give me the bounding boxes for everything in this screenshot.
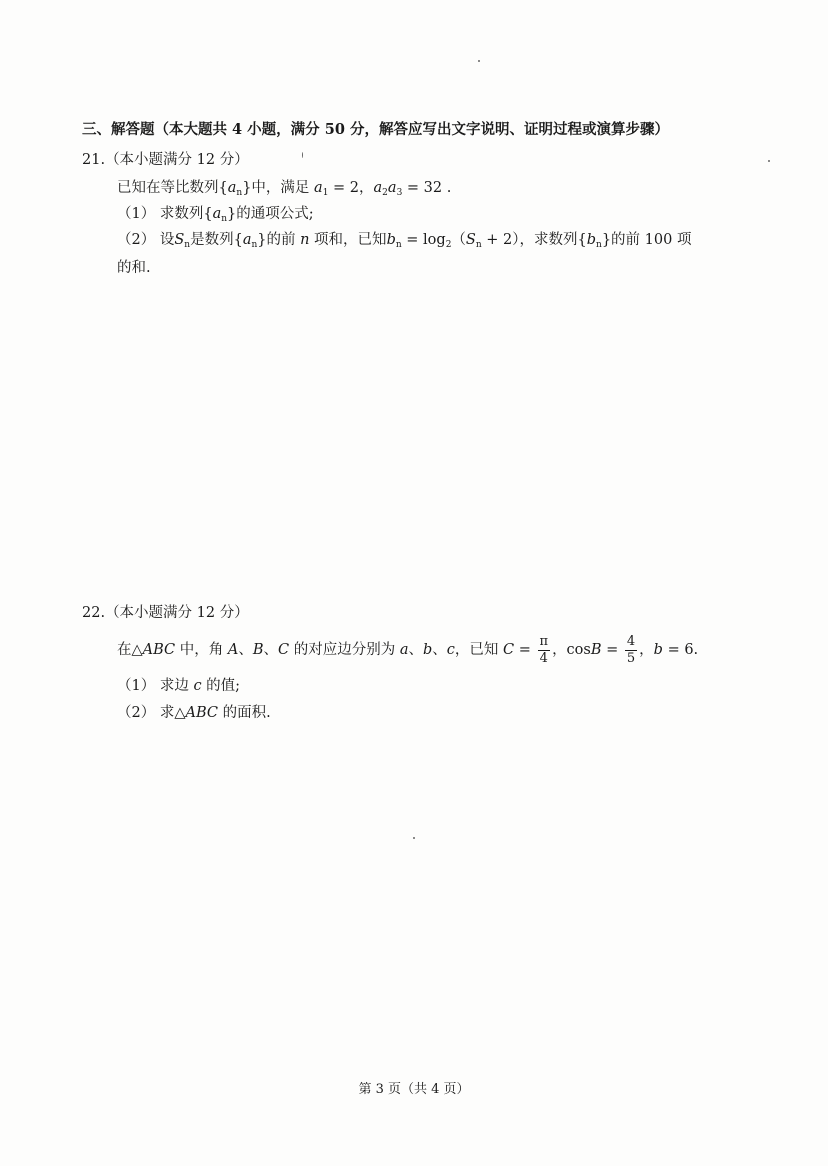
text: （1） 求边: [117, 678, 194, 694]
subscript: n: [395, 240, 402, 250]
scan-speck: [302, 152, 303, 158]
section-title: 三、解答题（本大题共 4 小题，满分 50 分，解答应写出文字说明、证明过程或演算步骤）: [82, 121, 669, 138]
denominator: 4: [539, 650, 548, 666]
subscript: n: [236, 188, 243, 198]
subscript: 1: [322, 188, 329, 198]
text: 、: [408, 642, 423, 658]
var: b: [386, 232, 396, 248]
text: （: [451, 232, 466, 248]
text: （2） 求△: [117, 705, 186, 721]
var: c: [446, 642, 455, 658]
var: a: [227, 180, 237, 196]
text: }中，满足: [242, 180, 315, 196]
text: 的和.: [117, 260, 151, 276]
question-21-part-2-continued: [117, 258, 151, 278]
text: }的通项公式;: [227, 206, 314, 222]
scan-speck: [413, 837, 415, 839]
var: C: [503, 642, 515, 658]
var: ABC: [185, 705, 218, 721]
fraction-4-over-5: [625, 634, 637, 667]
var: a: [373, 180, 383, 196]
denominator: 5: [626, 650, 636, 666]
text: }的前 100 项: [601, 232, 692, 248]
question-21-stem: [117, 178, 451, 198]
var: b: [653, 642, 663, 658]
text: 、: [263, 642, 279, 658]
var: S: [465, 232, 476, 248]
text: ，已知: [454, 642, 504, 658]
question-22-stem: [117, 632, 698, 668]
question-21-header: [82, 150, 249, 170]
var: S: [174, 232, 185, 248]
text: ，cos: [552, 642, 591, 658]
var: a: [387, 180, 397, 196]
question-21-part-1: [117, 204, 314, 224]
text: （2） 设: [117, 232, 175, 248]
subscript: 2: [445, 240, 452, 250]
var: C: [278, 642, 290, 658]
question-22-part-2: [117, 703, 271, 723]
subscript: n: [596, 240, 602, 250]
var: a: [399, 642, 409, 658]
question-number: 21.: [82, 152, 106, 168]
var: B: [252, 642, 264, 658]
var: b: [586, 232, 597, 248]
text: 的值;: [201, 678, 241, 694]
text: = log: [401, 232, 446, 248]
text: }的前: [257, 232, 301, 248]
question-22-header: [82, 603, 249, 623]
var: c: [193, 678, 202, 694]
scan-speck: [478, 60, 480, 62]
page-footer: 第 3 页（共 4 页）: [358, 1082, 470, 1097]
text: 中，角: [175, 642, 228, 658]
text: 已知在等比数列{: [117, 180, 228, 196]
var: A: [227, 642, 239, 658]
var: ABC: [142, 642, 176, 658]
subscript: n: [475, 240, 482, 250]
text: 在△: [117, 642, 143, 658]
question-22-part-1: [117, 676, 240, 696]
numerator: 4: [626, 633, 636, 649]
var: a: [242, 232, 252, 248]
text: 的面积.: [218, 705, 271, 721]
subscript: n: [251, 240, 258, 250]
fraction-pi-over-4: [538, 634, 551, 667]
var: b: [423, 642, 433, 658]
numerator: π: [539, 633, 549, 649]
text: = 32 .: [402, 180, 452, 196]
var: a: [212, 206, 222, 222]
text: = 6.: [662, 642, 699, 658]
text: = 2，: [328, 180, 374, 196]
text: =: [514, 642, 536, 658]
var: B: [590, 642, 602, 658]
question-number: 22.: [82, 605, 106, 621]
var: n: [300, 232, 310, 248]
scan-speck: [768, 160, 770, 162]
text: ，: [639, 642, 654, 658]
text: + 2），求数列{: [481, 232, 587, 248]
question-score: （本小题满分 12 分）: [105, 605, 249, 621]
text: 是数列{: [190, 232, 243, 248]
question-score: （本小题满分 12 分）: [105, 152, 249, 168]
subscript: n: [221, 214, 228, 224]
subscript: n: [184, 240, 191, 250]
text: 的对应边分别为: [289, 642, 400, 658]
subscript: 3: [396, 188, 403, 198]
question-21-part-2: [117, 230, 691, 250]
text: 、: [432, 642, 447, 658]
text: 、: [238, 642, 253, 658]
var: a: [314, 180, 323, 196]
text: （1） 求数列{: [117, 206, 213, 222]
subscript: 2: [382, 188, 388, 198]
text: =: [601, 642, 623, 658]
text: 项和，已知: [309, 232, 387, 248]
